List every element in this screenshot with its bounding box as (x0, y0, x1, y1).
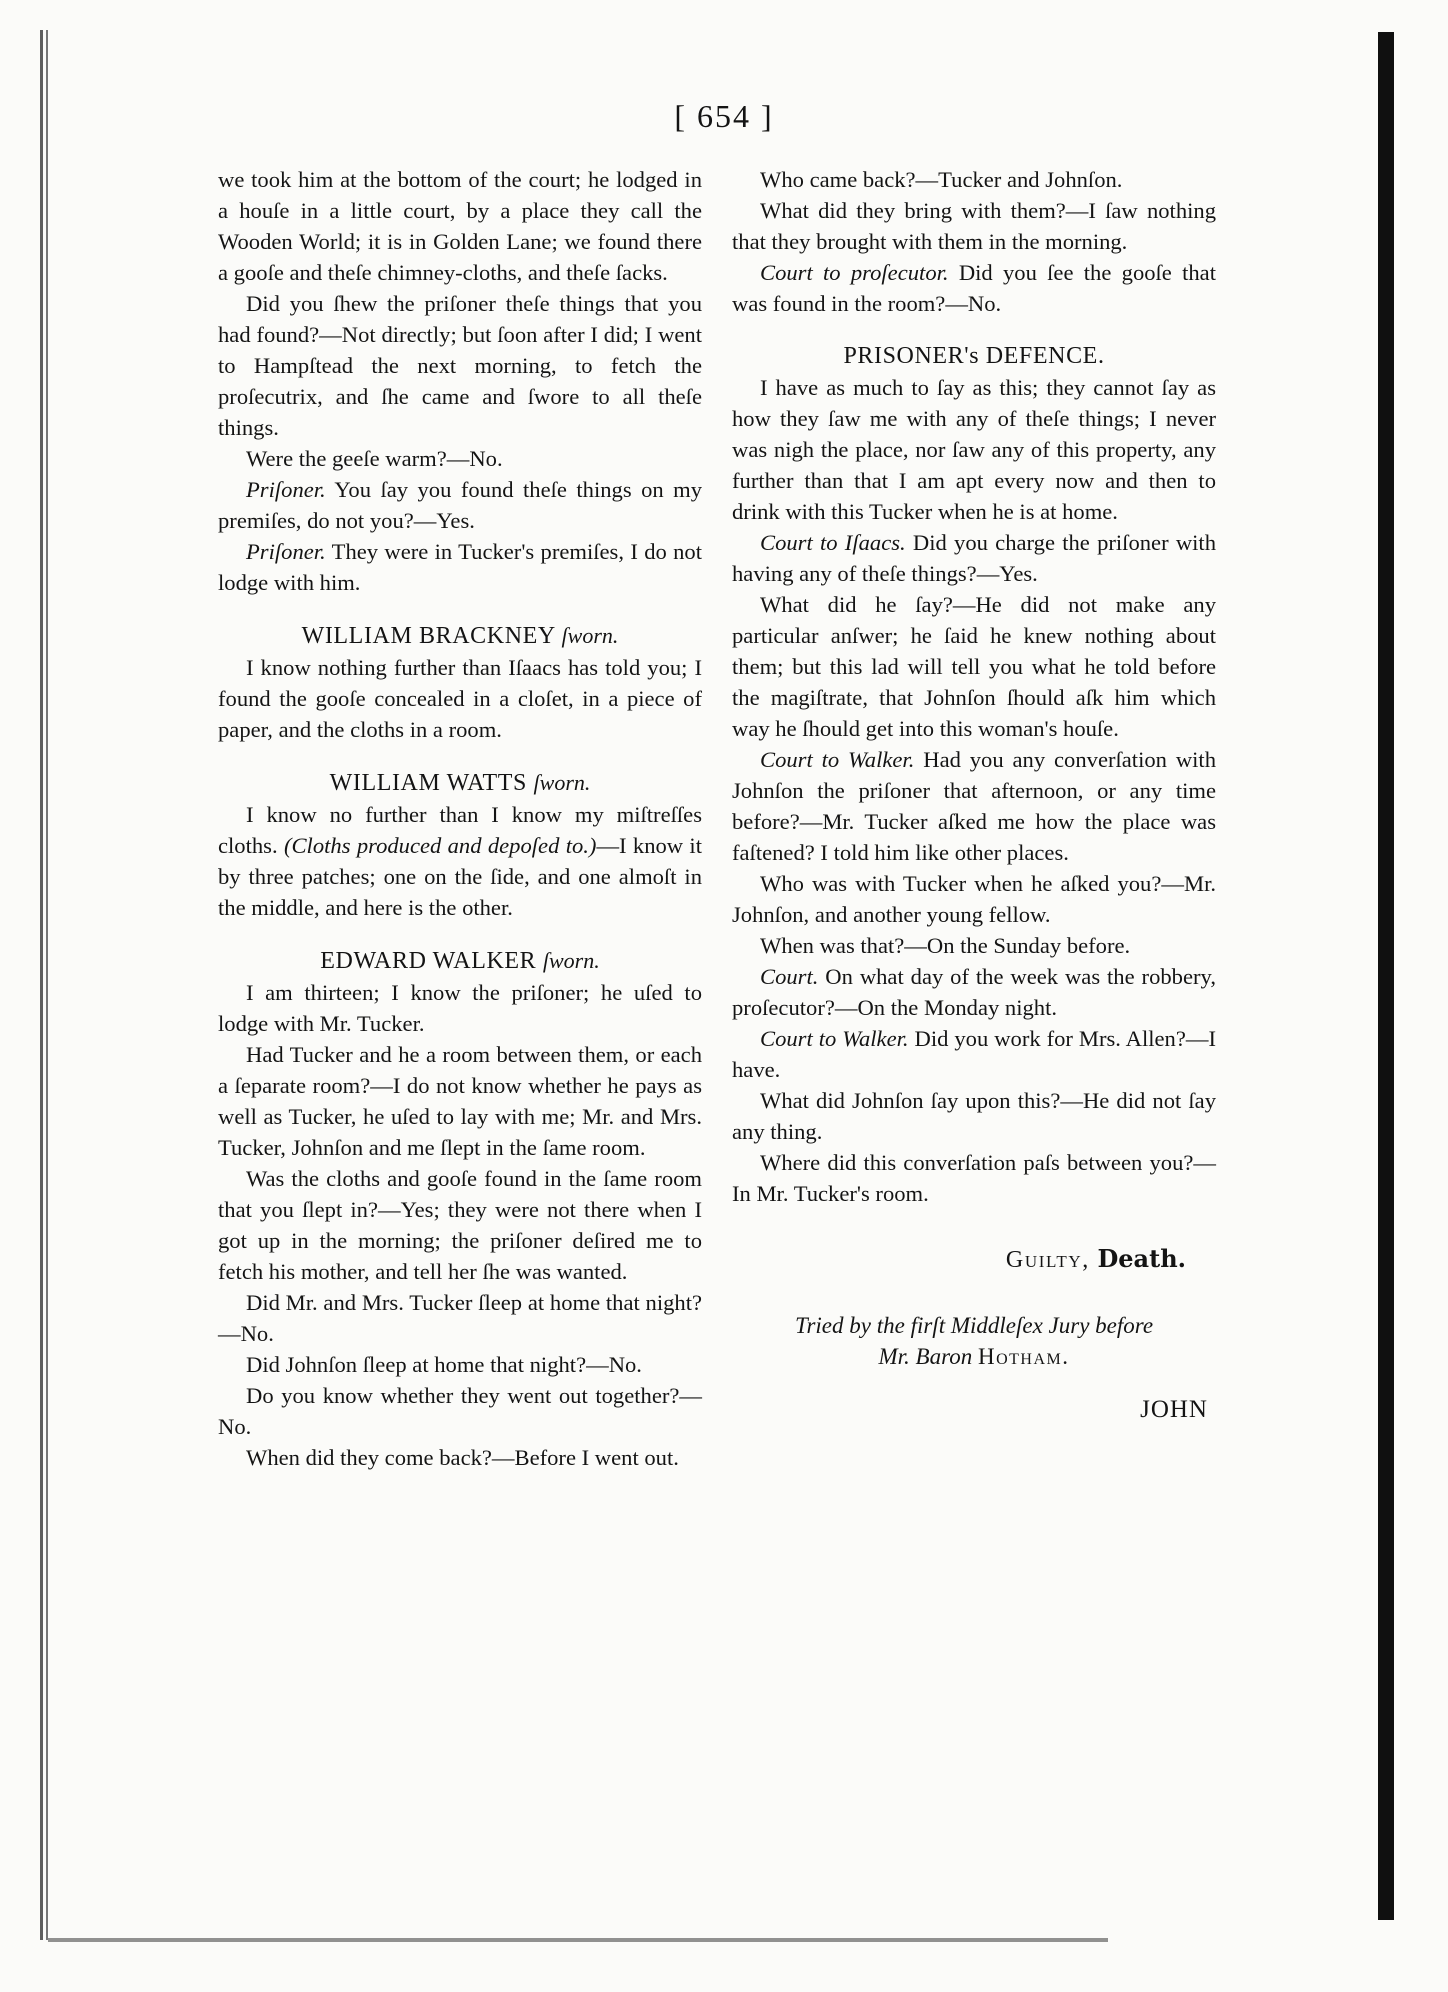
jury-note-line: Tried by the firſt Middleſex Jury before (794, 1313, 1154, 1338)
sworn-label: ſworn. (542, 948, 600, 973)
speaker-label: Court to Walker. (760, 747, 915, 772)
testimony-paragraph (218, 799, 702, 923)
witness-name: WILLIAM BRACKNEY (301, 623, 555, 649)
speaker-label: Court to proſecutor. (760, 260, 949, 285)
section-gap (732, 1372, 1216, 1394)
judge-prefix: Mr. Baron (878, 1344, 978, 1369)
testimony-paragraph: Who came back?—Tucker and Johnſon. (760, 167, 1123, 192)
speaker-label: Court to Iſaacs. (760, 530, 906, 555)
testimony-paragraph: I have as much to ſay as this; they cannot ſay as how they ſaw me with any of theſe things; I never was nigh the place, nor ſaw any of this property, any further than that I am apt every now and then to drink with this Tucker when he is at home. (732, 375, 1216, 524)
testimony-paragraph: Do you know whether they went out together?—No. (218, 1383, 702, 1439)
testimony-paragraph: Did you ſhew the priſoner theſe things that you had found?—Not directly; but ſoon after I did; I went to Hampſtead the next morning, to fetch the proſecutrix, and ſhe came and ſwore to all theſe things. (218, 291, 702, 440)
witness-heading (218, 620, 702, 652)
testimony-paragraph: When did they come back?—Before I went out. (246, 1445, 679, 1470)
testimony-paragraph: I am thirteen; I know the priſoner; he uſed to lodge with Mr. Tucker. (218, 980, 702, 1036)
sworn-label: ſworn. (533, 770, 591, 795)
bottom-page-edge (48, 1938, 1108, 1942)
verdict-word: Guilty, (1005, 1247, 1090, 1273)
right-binding-edge (1378, 32, 1394, 1920)
testimony-paragraph: When was that?—On the Sunday before. (760, 933, 1131, 958)
paragraph-text: Had you any converſation with Johnſon the priſoner that afternoon, or any time before?—Mr. Tucker aſked me how the place was faſtened? I told him like other places. (732, 747, 1216, 865)
section-gap (218, 923, 702, 945)
section-gap (732, 1276, 1216, 1310)
paragraph-text: You ſay you found theſe things on my premiſes, do not you?—Yes. (218, 477, 702, 533)
page-number: [ 654 ] (674, 98, 774, 134)
stage-direction: (Cloths produced and depoſed to.) (283, 833, 597, 858)
left-column (218, 164, 702, 1473)
testimony-paragraph: What did Johnſon ſay upon this?—He did not ſay any thing. (732, 1088, 1216, 1144)
testimony-paragraph: Was the cloths and gooſe found in the ſame room that you ſlept in?—Yes; they were not there when I got up in the morning; the priſoner deſired me to fetch his mother, and tell her ſhe was wanted. (218, 1166, 702, 1284)
speaker-label: Court. (760, 964, 819, 989)
testimony-paragraph: Had Tucker and he a room between them, or each a ſeparate room?—I do not know whether he pays as well as Tucker, he uſed to lay with me; Mr. and Mrs. Tucker, Johnſon and me ſlept in the ſame room. (218, 1042, 702, 1160)
witness-heading (218, 945, 702, 977)
defence-heading: PRISONER's DEFENCE. (843, 343, 1105, 369)
testimony-paragraph: What did he ſay?—He did not make any particular anſwer; he ſaid he knew nothing about them; but this lad will tell you what he told before the magiſtrate, that Johnſon ſhould aſk him which way he ſhould get into this woman's houſe. (732, 592, 1216, 741)
right-column (732, 164, 1216, 1425)
testimony-paragraph: What did they bring with them?—I ſaw nothing that they brought with them in the morning. (732, 198, 1216, 254)
witness-name: WILLIAM WATTS (329, 770, 527, 796)
paragraph-text: I know no further than I know my miſtreſſes cloths. (218, 802, 702, 858)
testimony-paragraph (218, 536, 702, 598)
sworn-label: ſworn. (561, 623, 619, 648)
jury-note-line (732, 1341, 1216, 1372)
catchword: JOHN (1140, 1396, 1208, 1423)
speaker-label: Priſoner. (246, 477, 326, 502)
testimony-paragraph: we took him at the bottom of the court; he lodged in a houſe in a little court, by a place they call the Wooden World; it is in Golden Lane; we found there a gooſe and theſe chimney-cloths, and theſe ſacks. (218, 167, 702, 285)
section-gap (732, 1209, 1216, 1243)
testimony-paragraph (732, 961, 1216, 1023)
testimony-paragraph (218, 474, 702, 536)
testimony-paragraph: Who was with Tucker when he aſked you?—Mr. Johnſon, and another young fellow. (732, 871, 1216, 927)
section-gap (218, 745, 702, 767)
testimony-paragraph: Where did this converſation paſs between you?—In Mr. Tucker's room. (732, 1150, 1216, 1206)
testimony-paragraph: Did Mr. and Mrs. Tucker ſleep at home that night?—No. (218, 1290, 702, 1346)
section-gap (732, 319, 1216, 341)
testimony-paragraph (732, 744, 1216, 868)
paragraph-text: On what day of the week was the robbery, proſecutor?—On the Monday night. (732, 964, 1216, 1020)
verdict-sentence: Death. (1097, 1244, 1186, 1273)
verdict (732, 1243, 1216, 1276)
paragraph-text: Did you ſee the gooſe that was found in the room?—No. (732, 260, 1216, 316)
testimony-paragraph (732, 257, 1216, 319)
testimony-paragraph: Were the geeſe warm?—No. (246, 446, 503, 471)
witness-heading (218, 767, 702, 799)
judge-name: Hotham. (977, 1344, 1070, 1369)
paragraph-text: They were in Tucker's premiſes, I do not lodge with him. (218, 539, 702, 595)
paragraph-text: —I know it by three patches; one on the ſide, and one almoſt in the middle, and here is the other. (218, 833, 702, 920)
testimony-paragraph: I know nothing further than Iſaacs has told you; I found the gooſe concealed in a cloſet, in a piece of paper, and the cloths in a room. (218, 655, 702, 742)
paragraph-text: Did you charge the priſoner with having any of theſe things?—Yes. (732, 530, 1217, 586)
left-binding-edge (40, 30, 54, 1940)
paragraph-text: Did you work for Mrs. Allen?—I have. (732, 1026, 1216, 1082)
testimony-paragraph: Did Johnſon ſleep at home that night?—No. (246, 1352, 642, 1377)
witness-name: EDWARD WALKER (320, 948, 537, 974)
speaker-label: Court to Walker. (760, 1026, 909, 1051)
testimony-paragraph (732, 527, 1216, 589)
speaker-label: Priſoner. (246, 539, 326, 564)
testimony-paragraph (732, 1023, 1216, 1085)
section-gap (218, 598, 702, 620)
